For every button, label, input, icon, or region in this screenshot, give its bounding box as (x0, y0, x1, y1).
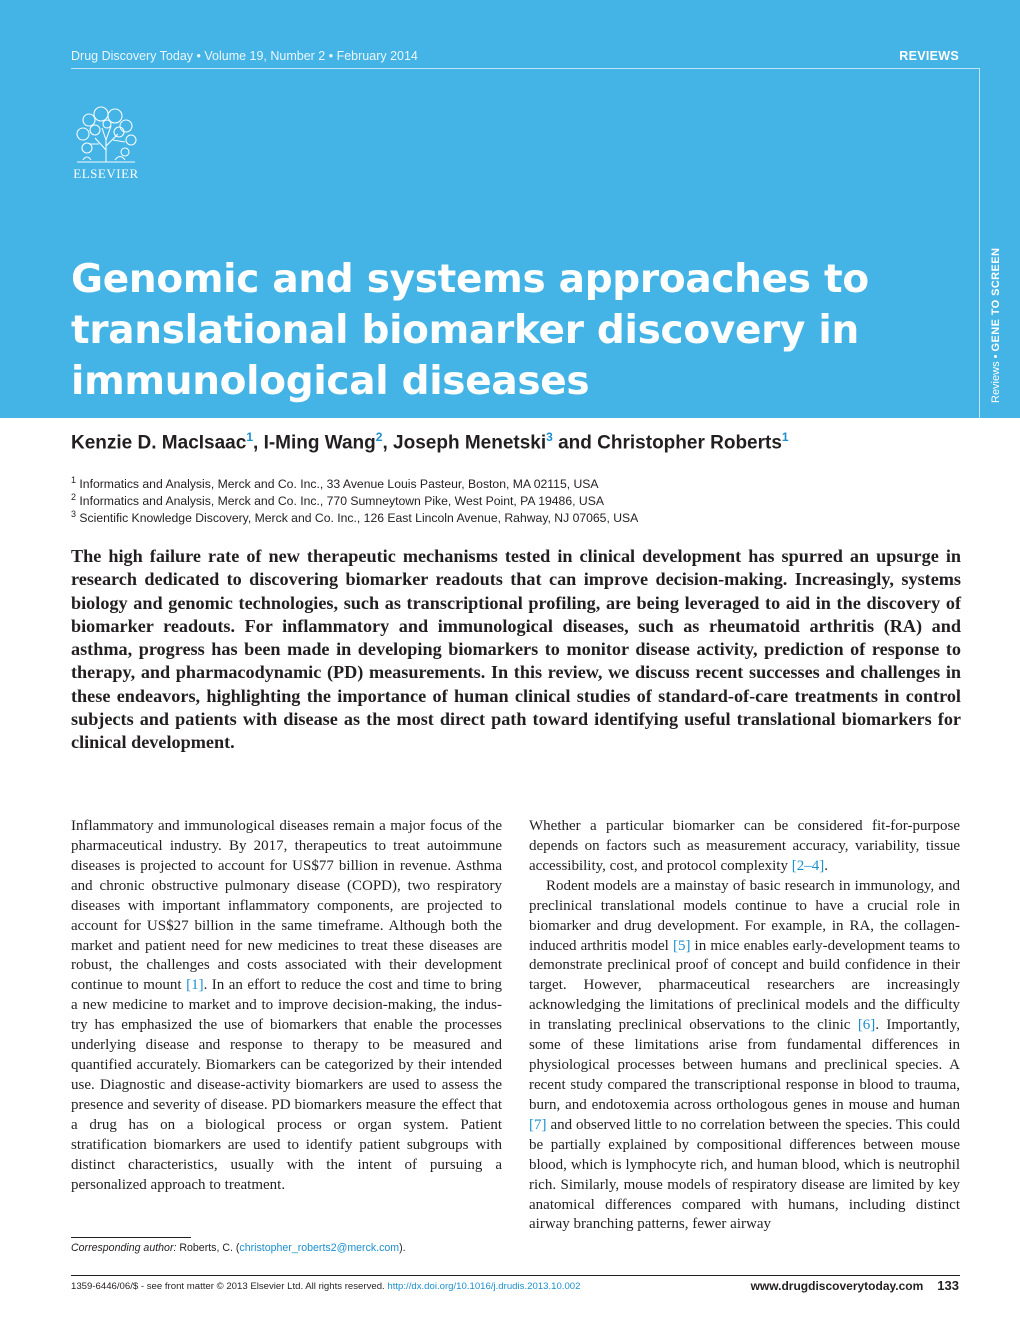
author-name: Kenzie D. MacIsaac (71, 432, 247, 454)
body-text: and observed little to no correlation between the species. This could be partially explained by compositional differences between mouse blood, which is lymphocyte rich, and human blood, which is neutrophil rich. Similarly, mouse models of respiratory disease are limited by key anatomical differences compared with humans, including distinct airway branching patterns, fewer airway (529, 1116, 960, 1233)
footer-right (751, 1278, 959, 1293)
body-text: Whether a particular biomarker can be considered fit-for-purpose depends on factors such as measurement accuracy, variability, tissue accessibility, cost, and protocol complexity (529, 818, 960, 874)
journal-citation: Drug Discovery Today • Volume 19, Number 2 • February 2014 (71, 49, 418, 63)
author-affiliation-mark: 1 (781, 430, 789, 444)
header-rule (71, 68, 979, 69)
section-label: REVIEWS (899, 49, 959, 63)
author-affiliation-mark: 2 (375, 430, 383, 444)
side-tab-section: GENE TO SCREEN (990, 247, 1002, 352)
author-separator: , (253, 432, 264, 454)
citation-link[interactable]: [1] (186, 977, 204, 994)
affiliation-number: 1 (71, 475, 77, 485)
footnote-rule (71, 1237, 191, 1238)
affiliation (71, 492, 951, 508)
author-name: Joseph Menetski (393, 432, 547, 454)
title-line: translational biomarker discovery in (71, 308, 859, 353)
affiliation-text: Informatics and Analysis, Merck and Co. Inc., 33 Avenue Louis Pasteur, Boston, MA 02115, USA (79, 477, 599, 492)
author-separator: and (552, 432, 598, 454)
author-list (71, 430, 971, 454)
affiliation-text: Scientific Knowledge Discovery, Merck and Co. Inc., 126 East Lincoln Avenue, Rahway, NJ 07065, USA (79, 511, 639, 526)
footnote-label: Corresponding author: (71, 1242, 177, 1254)
footnote-name: Roberts, C. ( (176, 1242, 240, 1254)
author-separator: , (382, 432, 394, 454)
author-name: Christopher Roberts (597, 432, 782, 454)
body-column-left (71, 817, 502, 1196)
body-text: . (824, 857, 828, 874)
citation-link[interactable]: [7] (529, 1116, 547, 1133)
page-number: 133 (937, 1278, 959, 1293)
affiliation (71, 475, 951, 491)
section-side-tab (985, 243, 1007, 403)
copyright-text: 1359-6446/06/$ - see front matter © 2013 Elsevier Ltd. All rights reserved. (71, 1281, 388, 1292)
doi-link[interactable]: http://dx.doi.org/10.1016/j.drudis.2013.10.002 (387, 1281, 581, 1292)
footer-rule (71, 1275, 960, 1276)
body-paragraph (71, 817, 502, 1196)
body-text: . In an effort to reduce the cost and time to bring a new medicine to market and to improve decision-making, the industry has emphasized the use of biomarkers that enable the processes underlying disease and response to therapy to be measured and quantified accurately. Biomarkers can be categorized by their intended use. Diagnostic and disease-activity biomarkers are used to assess the presence and severity of disease. PD biomarkers measure the effect that a drug has on a biological process or organ system. Patient stratification biomarkers are used to identify patient subgroups with distinct characteristics, usually with the intent of pursuing a personalized approach to treatment. (71, 977, 502, 1193)
affiliation-number: 2 (71, 492, 77, 502)
body-text: in mice enables early-development teams to demonstrate preclinical proof of concept and build confidence in their target. However, pharmaceutical researchers are increasingly acknowledging the limitations of preclinical models and the difficulty in translating preclinical observations to the clinic (529, 937, 960, 1034)
author-affiliation-mark: 1 (246, 430, 253, 444)
affiliation (71, 509, 951, 525)
header-side-rule (979, 68, 980, 418)
citation-link[interactable]: [6] (857, 1017, 876, 1034)
affiliation-number: 3 (71, 509, 77, 519)
citation-link[interactable]: [5] (672, 937, 691, 954)
corresponding-author-note (71, 1242, 406, 1254)
body-paragraph (529, 817, 960, 877)
author-email-link[interactable]: christopher_roberts2@merck.com (239, 1242, 400, 1254)
side-tab-prefix: Reviews • (990, 351, 1002, 403)
body-text: Rodent models are a mainstay of basic research in immunology, and preclinical translational models continue to have a crucial role in biomarker and drug development. For example, in RA, the collagen-induced arthritis model (529, 877, 960, 954)
citation-link[interactable]: [2–4] (791, 857, 825, 874)
author-name: I-Ming Wang (263, 432, 376, 454)
affiliation-text: Informatics and Analysis, Merck and Co. Inc., 770 Sumneytown Pike, West Point, PA 19486, USA (79, 494, 604, 509)
body-paragraph (529, 877, 960, 1236)
article-title (71, 254, 951, 407)
footnote-close: ). (399, 1242, 406, 1254)
title-line: Genomic and systems approaches to (71, 257, 869, 302)
body-text: . Importantly, some of these limitations arise from fundamental differences in physiological processes between humans and preclinical species. A recent study compared the transcriptional response in blood to trauma, burn, and endotoxemia across orthologous genes in mouse and human (529, 1017, 960, 1113)
title-line: immunological diseases (71, 359, 590, 404)
journal-website-link[interactable]: www.drugdiscoverytoday.com (750, 1279, 924, 1293)
author-affiliation-mark: 3 (546, 430, 553, 444)
body-text: Inflammatory and immunological diseases remain a major focus of the pharmaceutical industry. By 2017, therapeutics to treat autoimmune diseases is projected to account for US$77 billion in revenue. Asthma and chronic obstructive pulmonary disease (COPD), two respiratory diseases with important inflammatory components, are projected to account for US$27 billion in the same timeframe. Although both the market and patient need for new medicines to treat these diseases are robust, the challenges and costs associated with their development continue to mount (71, 818, 502, 994)
footer-copyright (71, 1281, 580, 1292)
body-column-right (529, 817, 960, 1235)
elsevier-logo-text: ELSEVIER (73, 166, 139, 181)
abstract: The high failure rate of new therapeutic mechanisms tested in clinical development has spurred an upsurge in research dedicated to discovering biomarker readouts that can improve decision-making. Increasingly, systems biology and genomic technologies, such as transcriptional profiling, are being leveraged to aid in the discovery of biomarker readouts. For inflammatory and immunological diseases, such as rheumatoid arthritis (RA) and asthma, progress has been made in developing biomarkers to monitor disease activity, prediction of response to therapy, and pharmacodynamic (PD) measurements. In this review, we discuss recent successes and challenges in these endeavors, highlighting the importance of human clinical studies of standard-of-care treatments in control subjects and patients with disease as the most direct path toward identifying useful translational biomarkers for clinical development. (71, 546, 961, 753)
